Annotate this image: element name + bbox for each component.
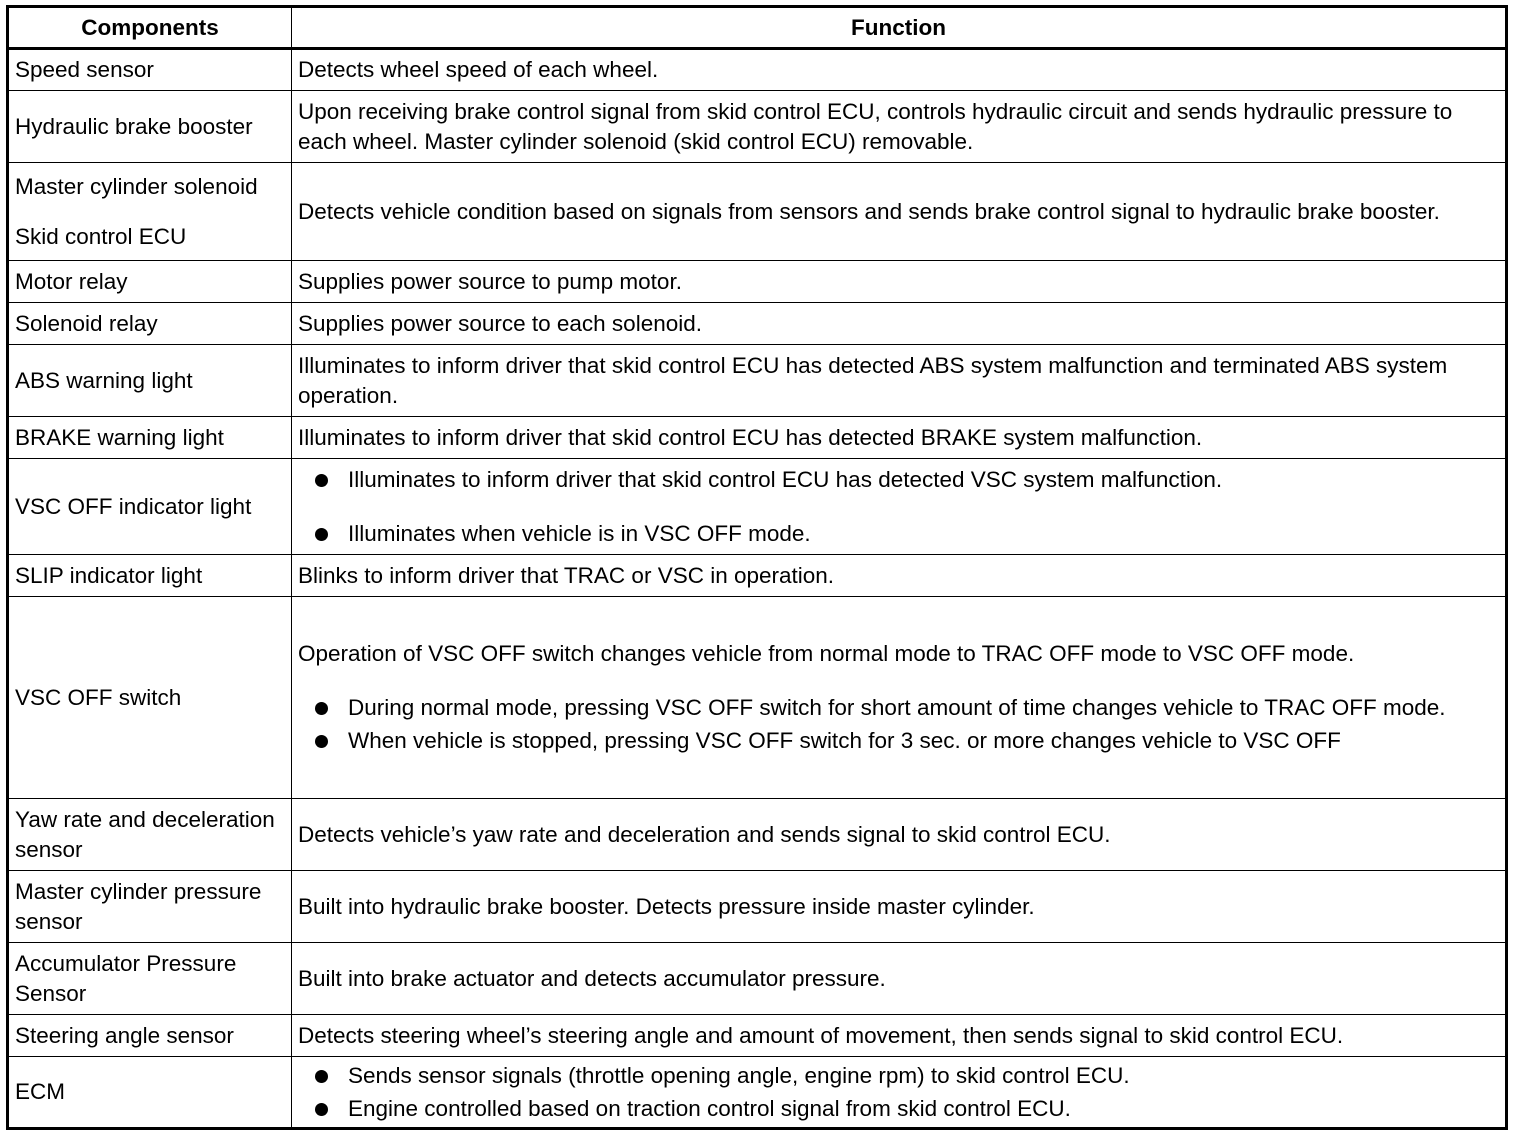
header-components: Components: [8, 7, 292, 49]
bullet-dot-icon: [315, 1070, 328, 1083]
function-cell: Illuminates to inform driver that skid control ECU has detected ABS system malfunction and terminated ABS system operation.: [292, 345, 1507, 417]
bullet-text: Engine controlled based on traction control signal from skid control ECU.: [348, 1095, 1071, 1121]
function-cell: Supplies power source to pump motor.: [292, 261, 1507, 303]
bullet-dot-icon: [315, 735, 328, 748]
bullet-text: Sends sensor signals (throttle opening angle, engine rpm) to skid control ECU.: [348, 1062, 1130, 1088]
component-cell: Hydraulic brake booster: [8, 91, 292, 163]
bullet-list: [298, 465, 1499, 549]
bullet-text: During normal mode, pressing VSC OFF switch for short amount of time changes vehicle to TRAC OFF mode.: [348, 695, 1446, 720]
function-cell: Built into hydraulic brake booster. Detects pressure inside master cylinder.: [292, 871, 1507, 943]
component-cell: VSC OFF switch: [8, 597, 292, 799]
component-cell: Steering angle sensor: [8, 1015, 292, 1057]
component-cell: SLIP indicator light: [8, 555, 292, 597]
table-row: [8, 345, 1507, 417]
function-cell: Blinks to inform driver that TRAC or VSC in operation.: [292, 555, 1507, 597]
component-cell: Motor relay: [8, 261, 292, 303]
function-cell: Detects steering wheel’s steering angle and amount of movement, then sends signal to skid control ECU.: [292, 1015, 1507, 1057]
bullet-dot-icon: [315, 474, 328, 487]
table-row: [8, 871, 1507, 943]
component-cell: Solenoid relay: [8, 303, 292, 345]
bullet-dot-icon: [315, 702, 328, 715]
table-row: [8, 1057, 1507, 1129]
bullet-dot-icon: [315, 528, 328, 541]
table-row: [8, 261, 1507, 303]
table-row: [8, 555, 1507, 597]
function-cell: Built into brake actuator and detects accumulator pressure.: [292, 943, 1507, 1015]
components-function-sheet: [6, 5, 1508, 1121]
bullet-dot-icon: [315, 1103, 328, 1116]
component-label: Skid control ECU: [15, 223, 187, 249]
table-row: [8, 91, 1507, 163]
table-row: [8, 1015, 1507, 1057]
component-cell: BRAKE warning light: [8, 417, 292, 459]
table-row: [8, 303, 1507, 345]
function-cell: Supplies power source to each solenoid.: [292, 303, 1507, 345]
component-cell: Accumulator Pressure Sensor: [8, 943, 292, 1015]
bullet-list: [298, 1061, 1499, 1124]
function-cell: [292, 597, 1507, 799]
component-cell: ABS warning light: [8, 345, 292, 417]
table-row: [8, 943, 1507, 1015]
function-cell: Detects wheel speed of each wheel.: [292, 49, 1507, 91]
list-item: [298, 693, 1499, 723]
list-item: [298, 519, 1499, 549]
table-row: [8, 49, 1507, 91]
bullet-text: Illuminates to inform driver that skid control ECU has detected VSC system malfunction.: [348, 466, 1223, 492]
function-intro: Operation of VSC OFF switch changes vehicle from normal mode to TRAC OFF mode to VSC OFF mode.: [298, 641, 1355, 666]
function-cell: Detects vehicle condition based on signals from sensors and sends brake control signal to hydraulic brake booster.: [292, 163, 1507, 261]
table-row: [8, 163, 1507, 261]
component-cell: Yaw rate and deceleration sensor: [8, 799, 292, 871]
function-cell: Illuminates to inform driver that skid control ECU has detected BRAKE system malfunction.: [292, 417, 1507, 459]
component-cell: [8, 163, 292, 261]
function-cell: Detects vehicle’s yaw rate and deceleration and sends signal to skid control ECU.: [292, 799, 1507, 871]
components-function-table: [6, 5, 1508, 1130]
component-cell: Master cylinder pressure sensor: [8, 871, 292, 943]
list-item: [298, 1061, 1499, 1091]
bullet-text: Illuminates when vehicle is in VSC OFF mode.: [348, 520, 811, 546]
header-function: Function: [292, 7, 1507, 49]
bullet-list: [298, 693, 1499, 756]
list-item: [298, 1094, 1499, 1124]
table-row: [8, 417, 1507, 459]
list-item: [298, 726, 1499, 756]
table-row: [8, 799, 1507, 871]
function-cell: [292, 459, 1507, 555]
function-cell: [292, 1057, 1507, 1129]
component-cell: Speed sensor: [8, 49, 292, 91]
function-cell: Upon receiving brake control signal from skid control ECU, controls hydraulic circuit and sends hydraulic pressure to each wheel. Master cylinder solenoid (skid control ECU) removable.: [292, 91, 1507, 163]
list-item: [298, 465, 1499, 495]
bullet-text: When vehicle is stopped, pressing VSC OFF switch for 3 sec. or more changes vehicle to VSC OFF: [348, 728, 1341, 753]
table-row: [8, 597, 1507, 799]
table-row: [8, 459, 1507, 555]
table-header-row: [8, 7, 1507, 49]
component-cell: VSC OFF indicator light: [8, 459, 292, 555]
component-label: Master cylinder solenoid: [15, 173, 258, 199]
component-cell: ECM: [8, 1057, 292, 1129]
